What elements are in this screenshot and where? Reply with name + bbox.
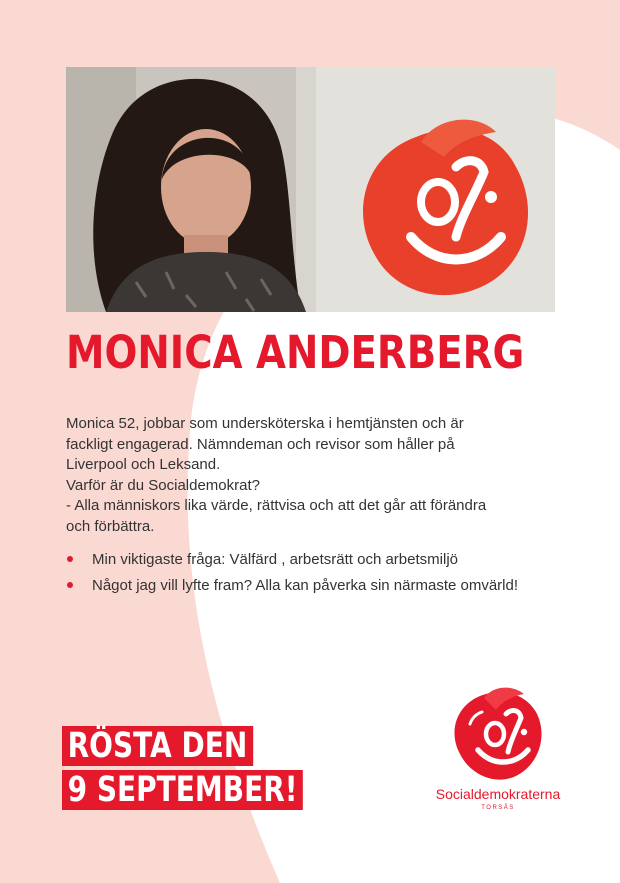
rose-icon [448,684,548,784]
portrait-photo [66,67,555,312]
party-branch: TORSÅS [481,805,515,811]
bullet-dot-icon [67,582,73,588]
vote-banner [62,726,363,810]
list-item-text: Något jag vill lyfte fram? Alla kan påverka sin närmaste omvärld! [92,577,519,594]
bio-question: Varför är du Socialdemokrat? [66,476,260,494]
bio-line: - Alla människors lika värde, rättvisa och att det går att förändra [66,497,487,514]
candidate-bio [66,414,546,537]
bio-line: Monica 52, jobbar som undersköterska i hemtjänsten och är [66,415,464,432]
party-logo [408,684,588,811]
bio-line: Liverpool och Leksand. [66,456,221,473]
bullet-dot-icon [67,556,73,562]
vote-banner-line1: RÖSTA DEN [62,726,253,766]
portrait-photo-image [66,67,555,312]
list-item-text: Min viktigaste fråga: Välfärd , arbetsrätt och arbetsmiljö [92,551,458,568]
candidate-name: MONICA ANDERBERG [66,326,525,379]
bullet-list [66,547,546,599]
vote-banner-line2: 9 SEPTEMBER! [62,770,303,810]
bio-line: och förbättra. [66,517,155,535]
bio-line: fackligt engagerad. Nämndeman och revisor som håller på [66,435,455,453]
party-name: Socialdemokraterna [435,786,561,802]
list-item [66,547,546,572]
list-item [66,573,546,598]
